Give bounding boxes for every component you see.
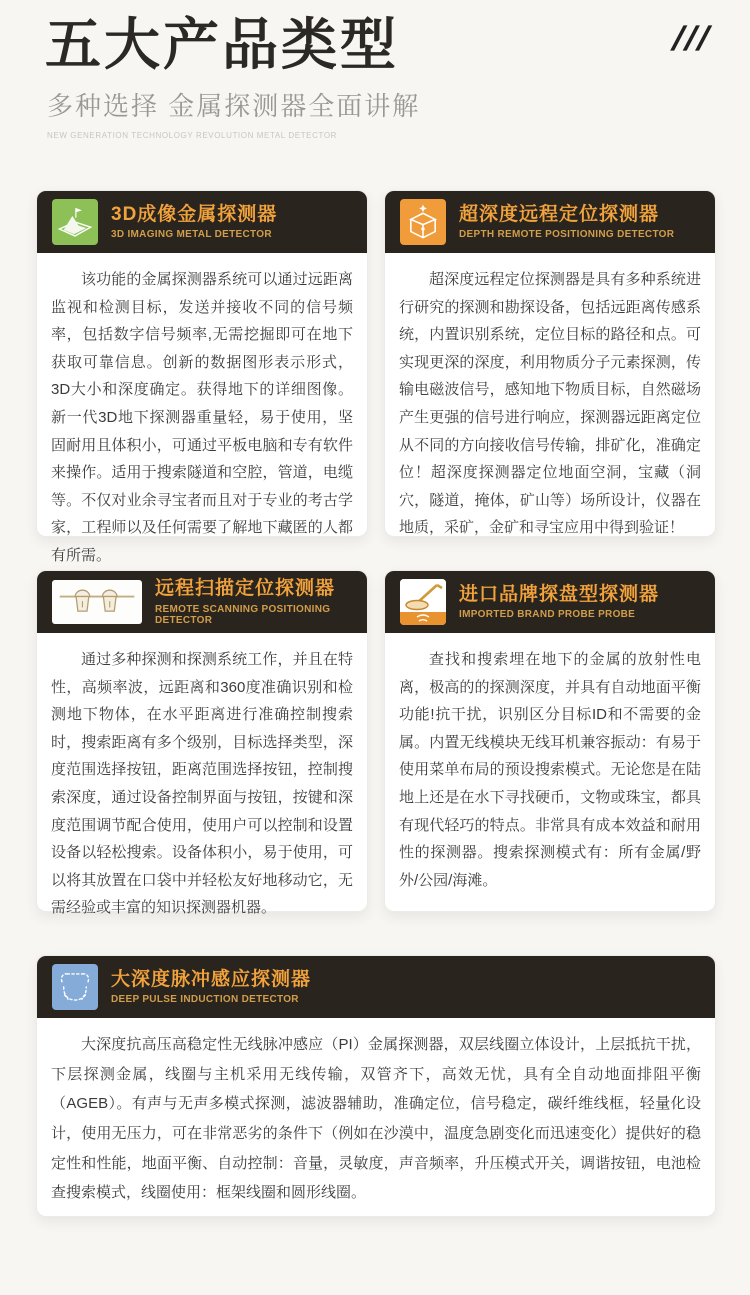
card-description: 超深度远程定位探测器是具有多种系统进行研究的探测和勘探设备，包括远距离传感系统，内置识别系统，定位目标的路径和点。可实现更深的深度，利用物质分子元素探测，传输电磁波信号，感知地下物质目标，自然磁场产生更强的信号进行响应，探测器远距离定位从不同的方向接收信号传输，排矿化，准确定位！超深度探测器定位地面空洞，宝藏（洞穴，隧道，掩体，矿山等）场所设计，仪器在地质，采矿，金矿和寻宝应用中得到验证！ (399, 271, 701, 537)
slashes-decoration: /// (670, 20, 713, 58)
card-title-en: DEEP PULSE INDUCTION DETECTOR (111, 994, 299, 1006)
page-subtitle: 多种选择 金属探测器全面讲解 (47, 91, 421, 121)
card-header (37, 571, 367, 633)
card-title-cn: 进口品牌探盘型探测器 (459, 583, 660, 605)
card-header (37, 191, 367, 253)
card-header (385, 191, 715, 253)
scanner-pair-icon (52, 580, 142, 624)
card-title-cn: 大深度脉冲感应探测器 (111, 968, 312, 990)
card-description: 大深度抗高压高稳定性无线脉冲感应（PI）金属探测器，双层线圈立体设计，上层抵抗干扰，下层探测金属，线圈与主机采用无线传输，双管齐下，高效无忧，具有全自动地面排阻平衡（AGEB）。有声与无声多模式探测，滤波器辅助，准确定位，信号稳定，碳纤维线框，轻量化设计，使用无压力，可在非常恶劣的条件下（例如在沙漠中，温度急剧变化而迅速变化）提供好的稳定性和性能，地面平衡、自动控制：音量，灵敏度，声音频率，升压模式开关，调谐按钮，电池检查搜索模式，线圈使用：框架线圈和圆形线圈。 (51, 1036, 701, 1202)
card-title-en: IMPORTED BRAND PROBE PROBE (459, 609, 636, 621)
page-title: 五大产品类型 (45, 13, 399, 76)
card-remote-scanning-detector (36, 570, 368, 917)
treasure-chest-icon (400, 199, 446, 245)
card-titles (459, 584, 659, 621)
card-titles (111, 969, 311, 1006)
card-title-cn: 超深度远程定位探测器 (459, 203, 660, 225)
card-description: 通过多种探测和探测系统工作，并且在特性，高频率波，远距离和360度准确识别和检测地下物体，在水平距离进行准确控制搜索时，搜索距离有多个级别，目标选择类型，深度范围选择按钮，距离范围选择按钮，控制搜索深度，通过设备控制界面与按钮，按键和深度范围调节配合使用，使用户可以控制和设置设备以轻松搜索。设备体积小，易于使用，可以将其放置在口袋中并轻松友好地移动它，无需经验或丰富的知识探测器机器。 (51, 651, 353, 917)
card-title-en: 3D IMAGING METAL DETECTOR (111, 229, 272, 241)
card-titles (155, 578, 352, 626)
card-description: 查找和搜索埋在地下的金属的放射性电离，极高的的探测深度，并具有自动地面平衡功能!抗干扰，识别区分目标ID和不需要的金属。内置无线模块无线耳机兼容振动：有易于使用菜单布局的预设搜索模式。无论您是在陆地上还是在水下寻找硬币，文物或珠宝，都具有现代轻巧的特点。非常具有成本效益和耐用性的探测器。搜索探测模式有：所有金属/野外/公园/海滩。 (399, 651, 701, 889)
coil-frame-icon (52, 964, 98, 1010)
card-imported-probe-detector (384, 570, 716, 912)
card-header (37, 956, 715, 1018)
card-title-cn: 3D成像金属探测器 (111, 203, 278, 225)
card-3d-imaging-detector (36, 190, 368, 564)
card-pulse-induction-detector (36, 955, 716, 1217)
page-tagline-en: NEW GENERATION TECHNOLOGY REVOLUTION METAL DETECTOR (47, 131, 338, 140)
card-description: 该功能的金属探测器系统可以通过远距离监视和检测目标，发送并接收不同的信号频率，包括数字信号频率,无需挖掘即可在地下获取可靠信息。创新的数据图形表示形式，3D大小和深度确定。获得地下的详细图像。新一代3D地下探测器重量轻，易于使用，坚固耐用且体积小，可通过平板电脑和专有软件来操作。适用于搜索隧道和空腔，管道，电缆等。不仅对业余寻宝者而且对于专业的考古学家，工程师以及任何需要了解地下藏匿的人都有所需。 (51, 271, 353, 564)
card-title-cn: 远程扫描定位探测器 (155, 578, 336, 600)
card-title-en: REMOTE SCANNING POSITIONING DETECTOR (155, 603, 331, 626)
card-titles (111, 204, 277, 241)
card-depth-remote-detector (384, 190, 716, 537)
terrain-3d-icon (52, 199, 98, 245)
metal-detector-icon (400, 579, 446, 625)
card-titles (459, 204, 674, 241)
card-header (385, 571, 715, 633)
card-title-en: DEPTH REMOTE POSITIONING DETECTOR (459, 229, 675, 241)
